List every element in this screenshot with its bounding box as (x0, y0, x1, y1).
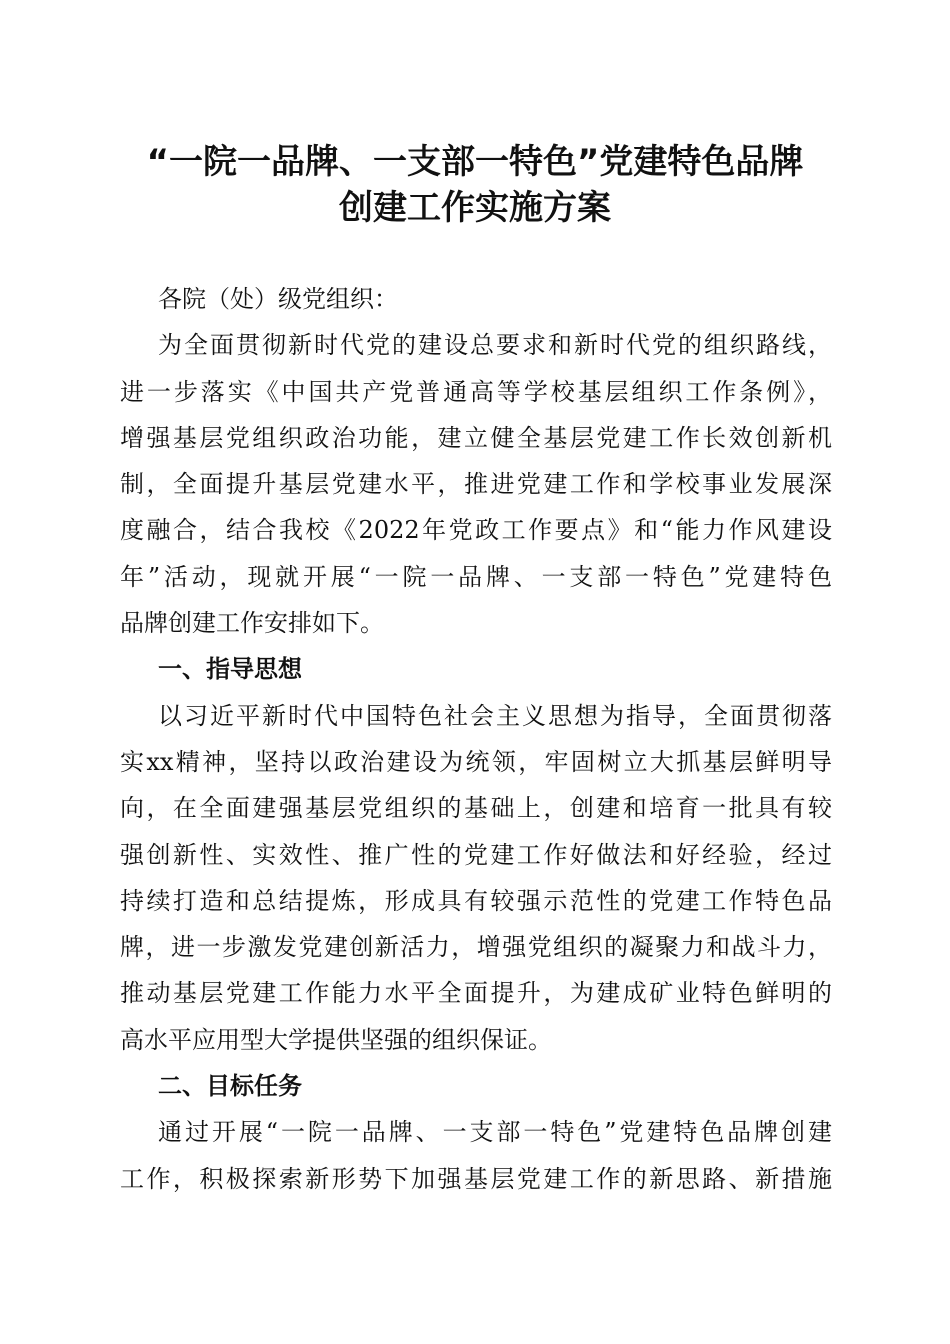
paragraph-line: 制，全面提升基层党建水平，推进党建工作和学校事业发展深 (120, 470, 832, 499)
document-body (120, 276, 832, 1202)
paragraph-line: 牌，进一步激发党建创新活力，增强党组织的凝聚力和战斗力， (120, 933, 832, 962)
paragraph-line: 为全面贯彻新时代党的建设总要求和新时代党的组织路线， (158, 331, 832, 360)
paragraph-line: 高水平应用型大学提供坚强的组织保证。 (120, 1025, 552, 1054)
paragraph-line: 工作，积极探索新形势下加强基层党建工作的新思路、新措施 (120, 1164, 832, 1193)
document-title-line-1: “一院一品牌、一支部一特色”党建特色品牌 (146, 142, 804, 182)
paragraph-line: 以习近平新时代中国特色社会主义思想为指导，全面贯彻落 (158, 701, 832, 730)
paragraph-line: 通过开展“一院一品牌、一支部一特色”党建特色品牌创建 (158, 1118, 832, 1147)
paragraph-line: 品牌创建工作安排如下。 (120, 609, 384, 638)
document-title-line-2: 创建工作实施方案 (339, 188, 611, 228)
paragraph-line: 推动基层党建工作能力水平全面提升，为建成矿业特色鲜明的 (120, 979, 832, 1008)
paragraph-line: 度融合，结合我校《2022年党政工作要点》和“能力作风建设 (120, 516, 832, 545)
paragraph-line: 进一步落实《中国共产党普通高等学校基层组织工作条例》， (120, 377, 832, 406)
paragraph-line: 年”活动，现就开展“一院一品牌、一支部一特色”党建特色 (120, 562, 832, 591)
paragraph-line: 持续打造和总结提炼，形成具有较强示范性的党建工作特色品 (120, 886, 832, 915)
paragraph-line: 向，在全面建强基层党组织的基础上，创建和培育一批具有较 (120, 794, 832, 823)
paragraph-line: 实xx精神，坚持以政治建设为统领，牢固树立大抓基层鲜明导 (120, 747, 832, 776)
paragraph-line: 强创新性、实效性、推广性的党建工作好做法和好经验，经过 (120, 840, 832, 869)
salutation: 各院（处）级党组织： (158, 285, 398, 313)
section-heading: 一、指导思想 (158, 655, 302, 684)
paragraph-line: 增强基层党组织政治功能，建立健全基层党建工作长效创新机 (120, 423, 832, 452)
section-heading: 二、目标任务 (158, 1072, 302, 1101)
